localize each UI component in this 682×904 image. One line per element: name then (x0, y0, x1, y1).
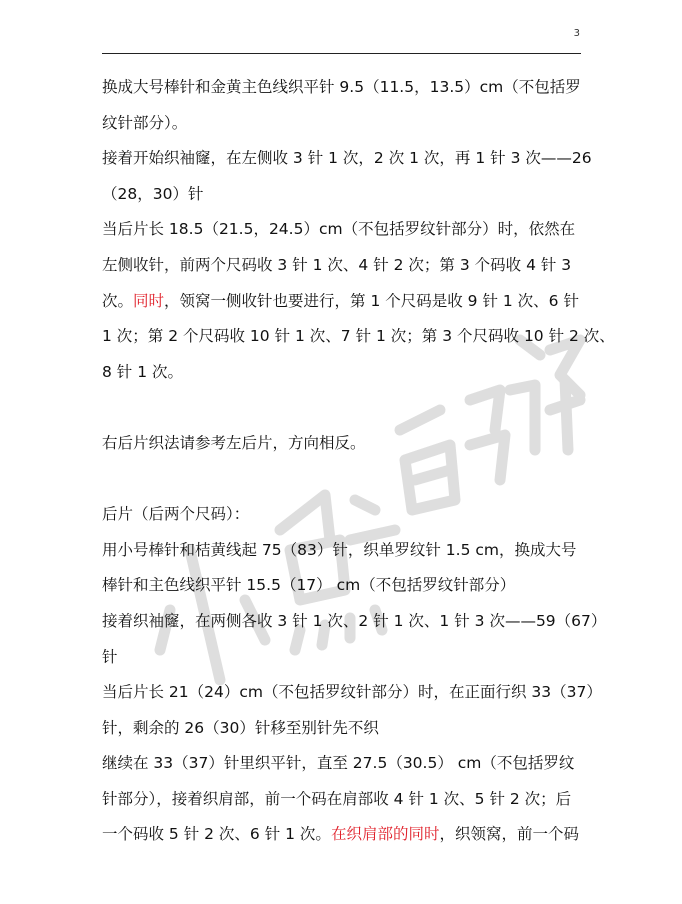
highlight-text: 在织肩部的同时 (330, 825, 440, 844)
text-line (102, 284, 582, 320)
text-segment: ，织领窝，前一个码 (439, 825, 579, 844)
text-line: 1 次；第 2 个尺码收 10 针 1 次、7 针 1 次；第 3 个尺码收 10 针 2 次、 (102, 327, 615, 346)
text-line: 接着织袖窿，在两侧各收 3 针 1 次、2 针 1 次、1 针 3 次——59（67） (102, 611, 607, 630)
highlight-text: 同时 (133, 291, 165, 310)
text-line: 针 (102, 647, 118, 666)
blank-line (102, 462, 582, 498)
document-body (102, 70, 615, 853)
page-number: 3 (573, 28, 580, 39)
text-line: 棒针和主色线织平针 15.5（17） cm（不包括罗纹针部分） (102, 576, 516, 595)
text-line: 继续在 33（37）针里织平针，直至 27.5（30.5） cm（不包括罗纹 (102, 754, 575, 773)
header-divider (102, 53, 581, 54)
text-line: 8 针 1 次。 (102, 362, 184, 381)
text-segment: ，领窝一侧收针也要进行，第 1 个尺码是收 9 针 1 次、6 针 (164, 291, 579, 310)
text-segment: 次。 (102, 291, 134, 310)
text-segment: 一个码收 5 针 2 次、6 针 1 次。 (102, 825, 331, 844)
text-line: 用小号棒针和桔黄线起 75（83）针，织单罗纹针 1.5 cm，换成大号 (102, 540, 577, 559)
section-heading: 后片（后两个尺码）： (102, 505, 250, 524)
blank-line (102, 390, 582, 426)
text-line: 当后片长 18.5（21.5，24.5）cm（不包括罗纹针部分）时，依然在 (102, 220, 576, 239)
text-line: 针，剩余的 26（30）针移至别针先不织 (102, 718, 379, 737)
text-line: 左侧收针，前两个尺码收 3 针 1 次、4 针 2 次；第 3 个码收 4 针 3 (102, 255, 572, 274)
text-line: 当后片长 21（24）cm（不包括罗纹针部分）时，在正面行织 33（37） (102, 683, 602, 702)
text-line (102, 817, 582, 853)
text-line: 右后片织法请参考左后片，方向相反。 (102, 433, 366, 452)
text-line: 接着开始织袖窿，在左侧收 3 针 1 次，2 次 1 次，再 1 针 3 次——26 (102, 149, 592, 168)
text-line: 纹针部分）。 (102, 113, 188, 132)
text-line: （28，30）针 (102, 184, 204, 203)
text-line: 针部分），接着织肩部，前一个码在肩部收 4 针 1 次、5 针 2 次；后 (102, 789, 572, 808)
text-line: 换成大号棒针和金黄主色线织平针 9.5（11.5，13.5）cm（不包括罗 (102, 78, 581, 96)
